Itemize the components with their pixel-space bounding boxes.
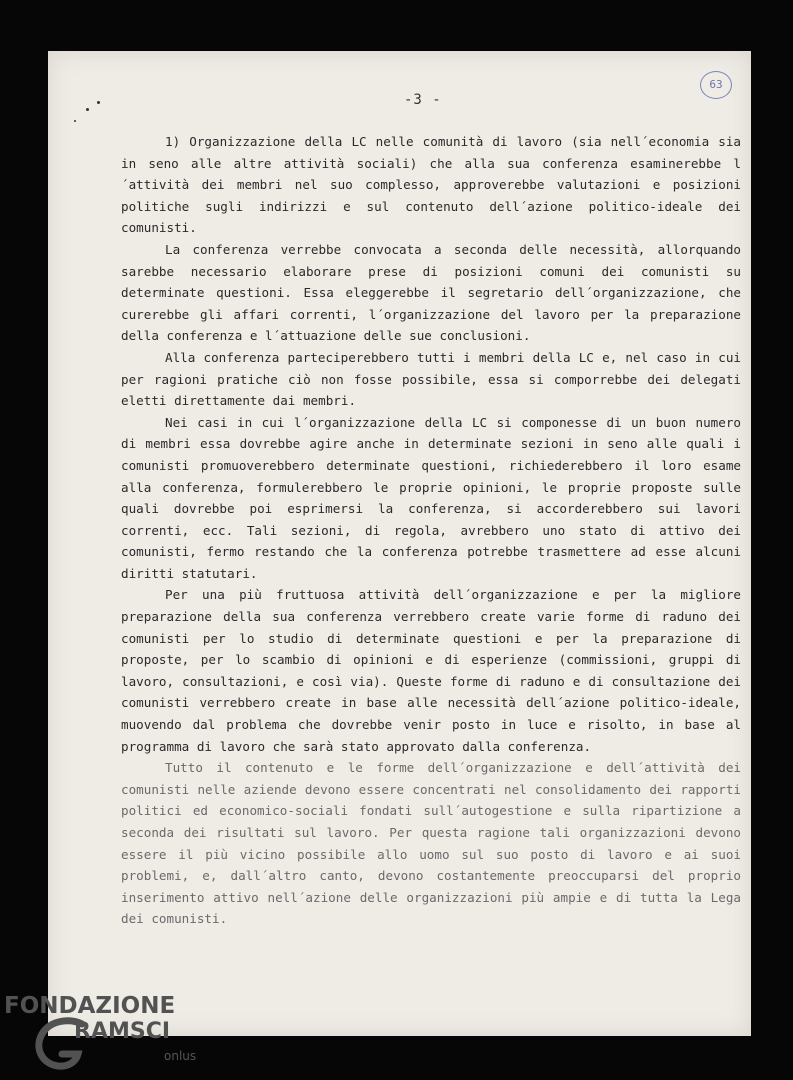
- paragraph: Nei casi in cui l´organizzazione della LC si componesse di un buon numero di membri essa dovrebbe agire anche in determinate sezioni in seno alle quali i comunisti promuoverebbero determinate questioni, richiederebbero il loro esame alla conferenza, formulerebbero le proprie opinioni, le proprie proposte sulle quali dovrebbe poi esprimersi la conferenza, si accorderebbero sui lavori correnti, ecc. Tali sezioni, di regola, avrebbero uno stato di attivo dei comunisti, fermo restando che la conferenza potrebbe trasmettere ad esse alcuni diritti statutari.: [121, 414, 741, 581]
- paragraph: La conferenza verrebbe convocata a seconda delle necessità, allorquando sarebbe necessario elaborare prese di posizioni comuni dei comunisti su determinate questioni. Essa eleggerebbe il segretario dell´organizzazione, che curerebbe gli affari correnti, l´organizzazione del lavoro per la preparazione della conferenza e l´attuazione delle sue conclusioni.: [121, 241, 741, 344]
- speck: [97, 101, 100, 104]
- paragraph: Per una più fruttuosa attività dell´organizzazione e per la migliore preparazione della sua conferenza verrebbero create varie forme di raduno dei comunisti per lo studio di determinate questioni e per la preparazione di proposte, per lo scambio di opinioni e di esperienze (commissioni, gruppi di lavoro, consultazioni, e così via). Queste forme di raduno e di consultazione dei comunisti verrebbero create in base alle necessità dell´azione politico-ideale, muovendo dal problema che dovrebbe venir posto in luce e risolto, in base al programma di lavoro che sarà stato approvato dalla conferenza.: [121, 587, 741, 754]
- paragraph: Tutto il contenuto e le forme dell´organizzazione e dell´attività dei comunisti nelle aziende devono essere concentrati nel consolidamento dei rapporti politici ed economico-sociali fondati sull´autogestione e sulla ripartizione a seconda dei risultati sul lavoro. Per questa ragione tali organizzazioni devono essere il più vicino possibile allo uomo sul suo posto di lavoro e ai suoi problemi, e, dall´altro canto, devono costantemente preoccuparsi del proprio inserimento attivo nell´azione delle organizzazioni più ampie e di tutta la Lega dei comunisti.: [121, 760, 741, 927]
- logo-line2: RAMSCI: [74, 1019, 171, 1044]
- archive-stamp: 63: [700, 71, 732, 99]
- paragraph: 1) Organizzazione della LC nelle comunità di lavoro (sia nell´economia sia in seno alle altre attività sociali) che alla sua conferenza esaminerebbe l´attività dei membri nel suo complesso, approverebbe valutazioni e posizioni politiche sugli indirizzi e sul contenuto dell´azione politico-ideale dei comunisti.: [121, 134, 741, 236]
- speck: [74, 120, 76, 122]
- logo-suffix: onlus: [164, 1049, 197, 1063]
- fondazione-gramsci-logo: [4, 990, 214, 1076]
- paragraph: Alla conferenza parteciperebbero tutti i membri della LC e, nel caso in cui per ragioni pratiche ciò non fosse possibile, essa si comporrebbe dei delegati eletti direttamente dai membri.: [121, 349, 741, 409]
- document-body: [121, 131, 741, 930]
- speck: [86, 108, 89, 111]
- page-number: -3 -: [404, 92, 442, 108]
- logo-line1: FONDAZIONE: [4, 993, 176, 1019]
